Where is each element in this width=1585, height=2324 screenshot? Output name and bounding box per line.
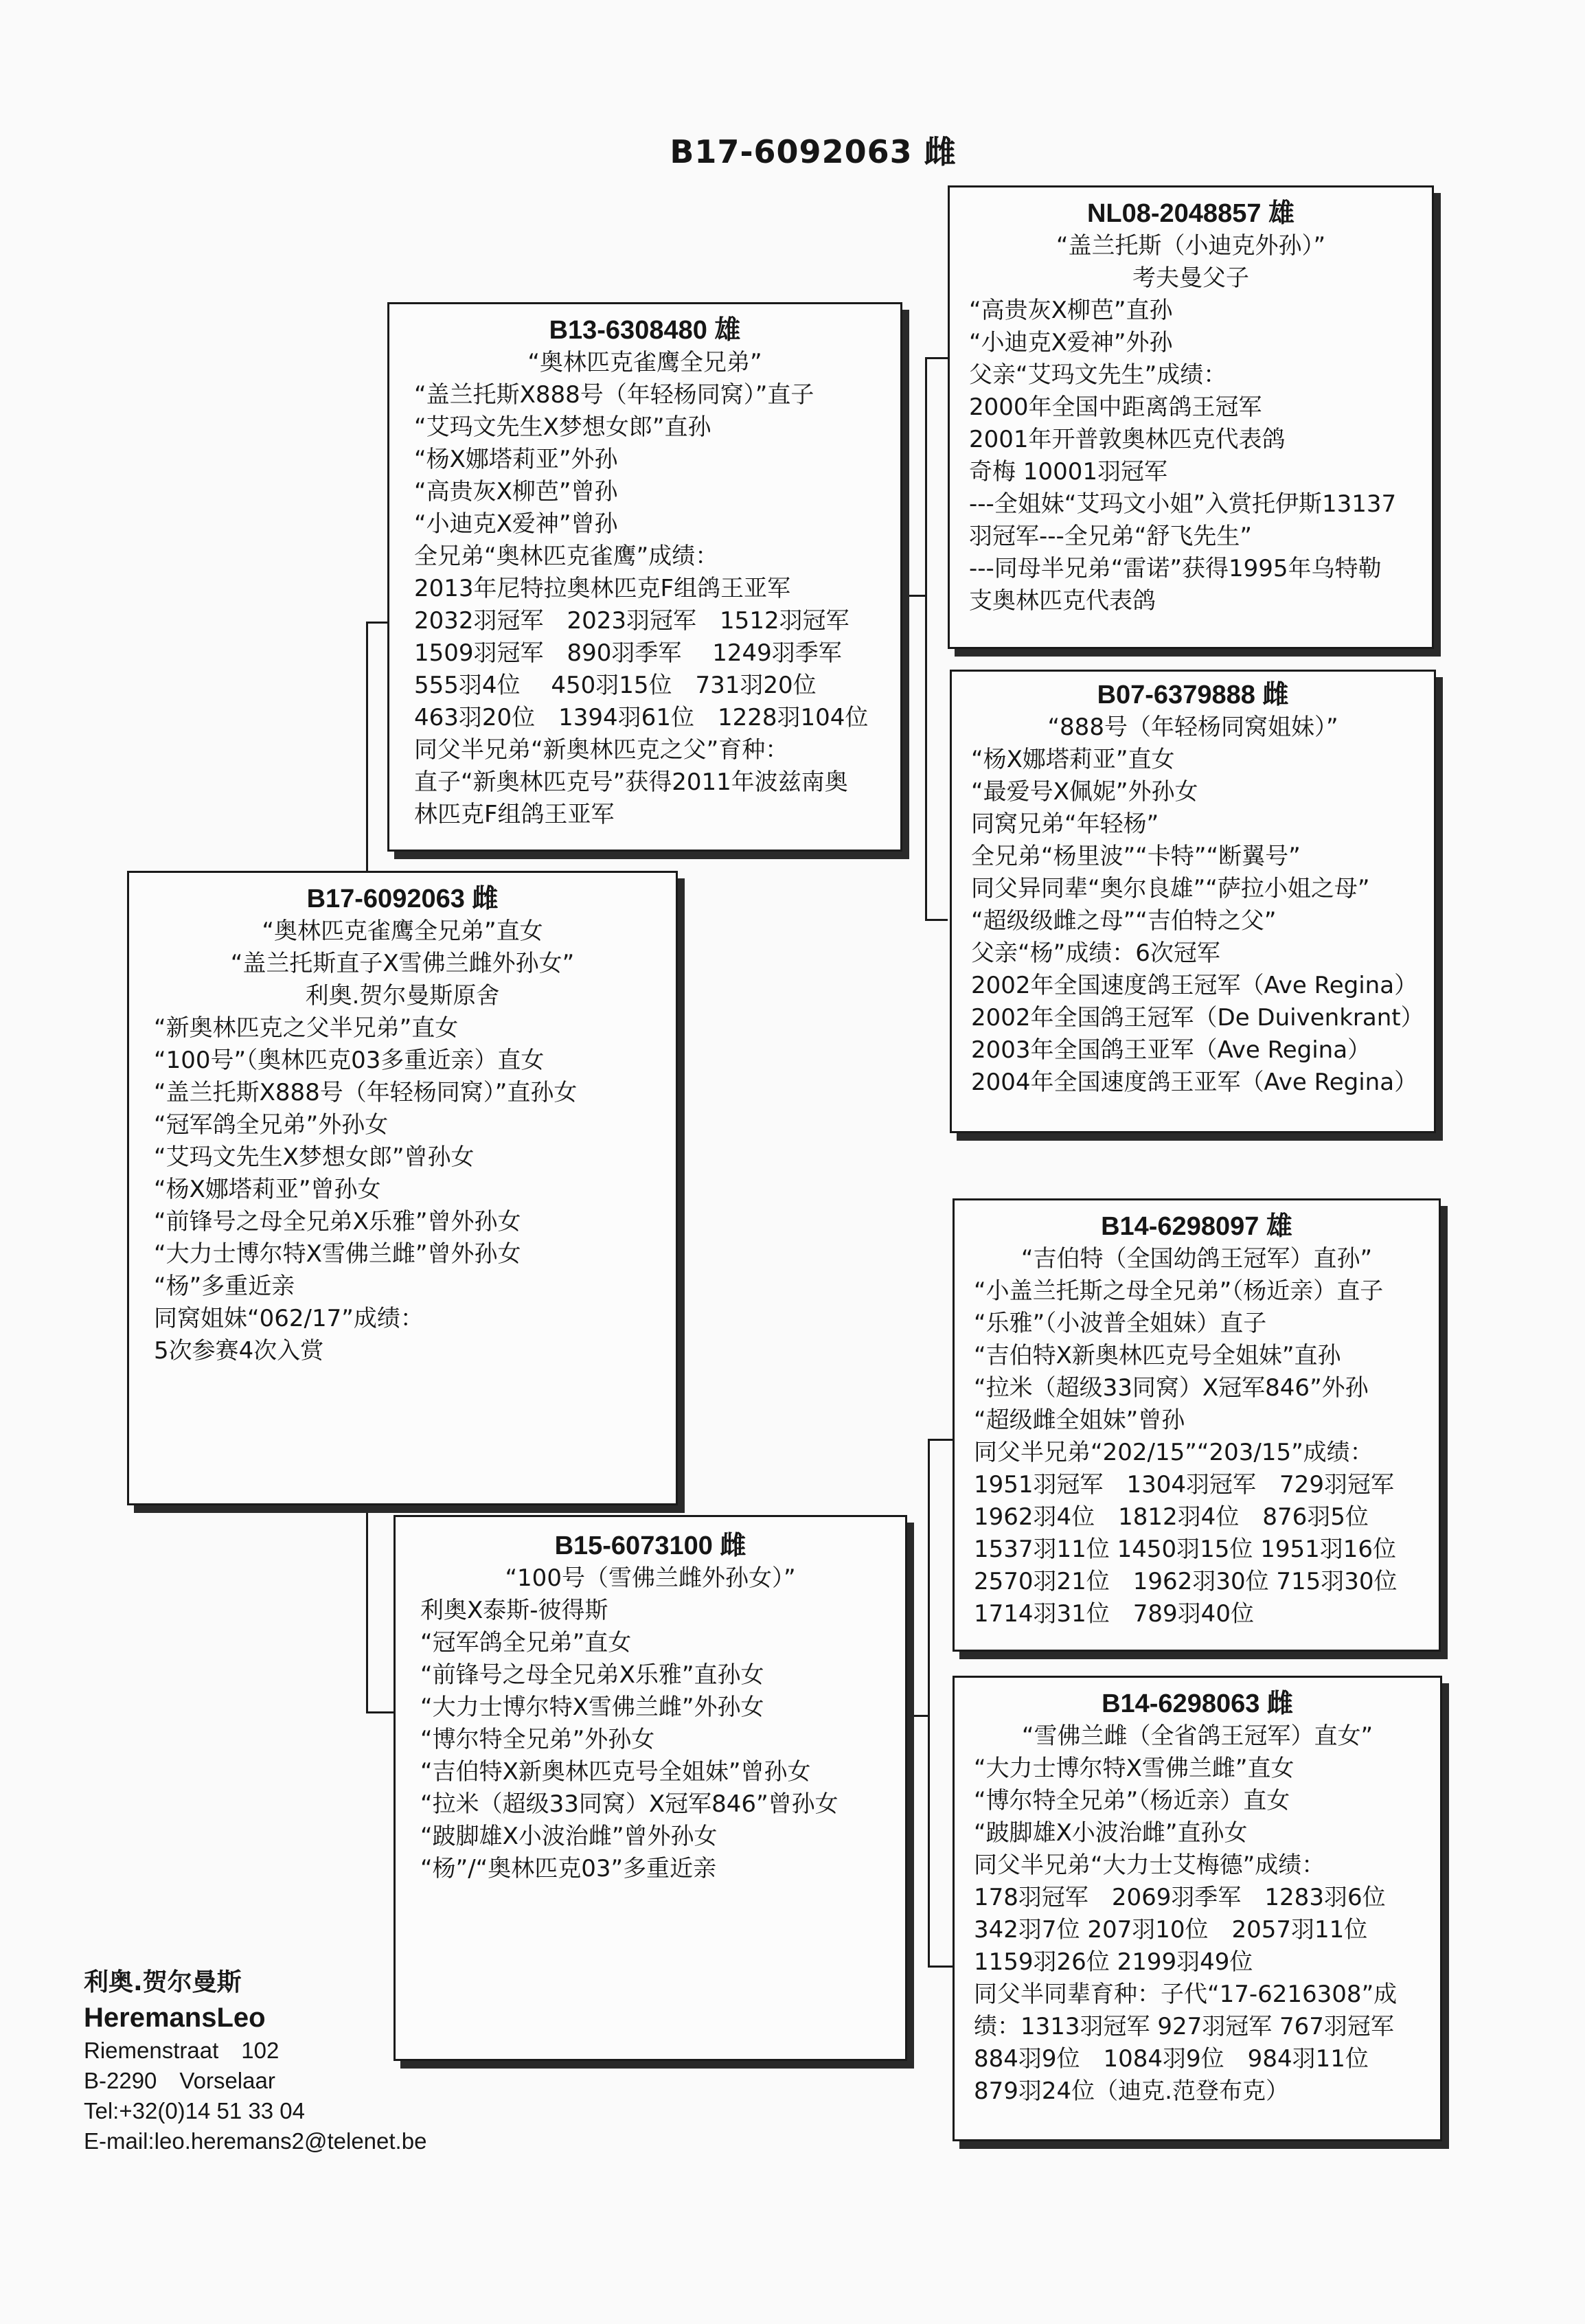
connector-to-ss <box>925 357 948 359</box>
ss-breeder: 考夫曼父子 <box>1132 264 1249 292</box>
connector-dam-stub <box>906 1715 930 1717</box>
dd-line: “大力士博尔特X雪佛兰雌”直女 <box>974 1755 1295 1782</box>
contact-block <box>84 1966 426 2156</box>
ds-nickname: “吉伯特（全国幼鸽王冠军）直孙” <box>1020 1245 1373 1273</box>
sire-line: “杨X娜塔莉亚”外孙 <box>414 446 618 473</box>
subject-breeder: 利奥.贺尔曼斯原舍 <box>305 982 500 1010</box>
ss-ring-number: NL08-2048857 雄 <box>1086 199 1295 228</box>
connector-to-sd <box>925 919 948 921</box>
subject-line: “杨”多重近亲 <box>154 1273 295 1300</box>
ds-line: 1714羽31位 789羽40位 <box>974 1600 1254 1628</box>
subject-subtitle: “盖兰托斯直子X雪佛兰雌外孙女” <box>230 950 575 977</box>
dd-line: 884羽9位 1084羽9位 984羽11位 <box>974 2045 1369 2073</box>
ss-nickname: “盖兰托斯（小迪克外孙）” <box>1056 232 1326 260</box>
ds-line: 同父半兄弟“202/15”“203/15”成绩： <box>974 1439 1373 1466</box>
sire-line: 全兄弟“奥林匹克雀鹰”成绩： <box>414 543 719 570</box>
subject-line: “新奥林匹克之父半兄弟”直女 <box>154 1014 459 1042</box>
dam-sire-box <box>953 1198 1441 1652</box>
dd-line: 178羽冠军 2069羽季军 1283羽6位 <box>974 1884 1386 1911</box>
dd-line: 1159羽26位 2199羽49位 <box>974 1948 1253 1976</box>
connector-to-sire <box>366 622 389 624</box>
sd-line: “杨X娜塔莉亚”直女 <box>971 746 1175 773</box>
sd-line: 2002年全国鸽王冠军（De Duivenkrant） <box>971 1004 1424 1032</box>
dd-line: 同父半兄弟“大力士艾梅德”成绩： <box>974 1852 1325 1879</box>
dam-line: “跛脚雄X小波治雌”曾外孙女 <box>420 1823 718 1850</box>
dd-line: “跛脚雄X小波治雌”直孙女 <box>974 1819 1248 1847</box>
address-city: B-2290 Vorselaar <box>84 2068 275 2093</box>
sire-line: “盖兰托斯X888号（年轻杨同窝）”直子 <box>414 381 814 409</box>
sd-line: “超级级雌之母”“吉伯特之父” <box>971 907 1277 935</box>
ds-line: “吉伯特X新奥林匹克号全姐妹”直孙 <box>974 1342 1341 1369</box>
page-title: B17-6092063 雌 <box>670 133 957 170</box>
sire-line: 555羽4位 450羽15位 731羽20位 <box>414 672 817 699</box>
ds-line: 1951羽冠军 1304羽冠军 729羽冠军 <box>974 1471 1394 1499</box>
sire-line: 林匹克F组鸽王亚军 <box>414 801 615 828</box>
ss-line: 父亲“艾玛文先生”成绩： <box>969 361 1227 389</box>
dam-line: “博尔特全兄弟”外孙女 <box>420 1726 655 1753</box>
subject-line: “大力士博尔特X雪佛兰雌”曾外孙女 <box>154 1240 521 1268</box>
breeder-name-en: HeremansLeo <box>84 2003 266 2033</box>
ss-line: 支奥林匹克代表鸽 <box>969 587 1156 615</box>
dam-dam-box <box>953 1676 1442 2141</box>
dam-ring-number: B15-6073100 雌 <box>554 1531 746 1560</box>
sd-line: 同窝兄弟“年轻杨” <box>971 810 1159 838</box>
connector-to-dam <box>366 1711 394 1713</box>
ds-line: “小盖兰托斯之母全兄弟”（杨近亲）直子 <box>974 1277 1384 1305</box>
subject-line: “杨X娜塔莉亚”曾孙女 <box>154 1176 381 1203</box>
dd-line: 同父半同辈育种：子代“17-6216308”成 <box>974 1981 1398 2008</box>
subject-line: “艾玛文先生X梦想女郎”曾孙女 <box>154 1143 475 1171</box>
subject-line: 5次参赛4次入赏 <box>154 1337 324 1365</box>
sire-line: 1509羽冠军 890羽季军 1249羽季军 <box>414 639 842 667</box>
ss-line: 奇梅 10001羽冠军 <box>969 458 1167 486</box>
ss-line: 2001年开普敦奥林匹克代表鸽 <box>969 426 1286 453</box>
sire-line: 直子“新奥林匹克号”获得2011年波兹南奥 <box>414 768 848 796</box>
connector-sire-stub <box>902 595 927 597</box>
ss-line: ---全姐妹“艾玛文小姐”入赏托伊斯13137 <box>969 490 1397 518</box>
sire-dam-box <box>950 670 1436 1133</box>
dd-line: “博尔特全兄弟”（杨近亲）直女 <box>974 1787 1290 1814</box>
sd-ring-number: B07-6379888 雌 <box>1097 681 1289 709</box>
sire-line: 同父半兄弟“新奥林匹克之父”育种： <box>414 736 789 764</box>
dd-nickname: “雪佛兰雌（全省鸽王冠军）直女” <box>1021 1722 1373 1750</box>
sd-line: 父亲“杨”成绩：6次冠军 <box>971 939 1220 967</box>
dam-box <box>394 1515 907 2061</box>
dam-line: “吉伯特X新奥林匹克号全姐妹”曾孙女 <box>420 1758 811 1786</box>
subject-nickname: “奥林匹克雀鹰全兄弟”直女 <box>262 918 543 945</box>
email-address: E-mail:leo.heremans2@telenet.be <box>84 2128 427 2154</box>
dam-line: 利奥X泰斯-彼得斯 <box>420 1597 608 1624</box>
ss-line: 2000年全国中距离鸽王冠军 <box>969 394 1262 421</box>
ds-line: 1537羽11位 1450羽15位 1951羽16位 <box>974 1536 1396 1563</box>
ds-line: “拉米（超级33同窝）X冠军846”外孙 <box>974 1374 1369 1402</box>
dam-line: “拉米（超级33同窝）X冠军846”曾孙女 <box>420 1790 839 1818</box>
dd-line: 342羽7位 207羽10位 2057羽11位 <box>974 1916 1368 1944</box>
sire-line: “小迪克X爱神”曾孙 <box>414 510 618 538</box>
sd-line: “最爱号X佩妮”外孙女 <box>971 778 1198 806</box>
ss-line: “小迪克X爱神”外孙 <box>969 329 1173 356</box>
sd-line: 同父异同辈“奥尔良雄”“萨拉小姐之母” <box>971 875 1370 902</box>
subject-ring-number: B17-6092063 雌 <box>306 885 499 913</box>
sire-line: 463羽20位 1394羽61位 1228羽104位 <box>414 704 869 731</box>
connector-sire-parents <box>925 357 927 920</box>
connector-dam-parents <box>928 1439 930 1968</box>
sire-box <box>387 302 902 852</box>
subject-line: 同窝姐妹“062/17”成绩： <box>154 1305 424 1332</box>
ds-line: 2570羽21位 1962羽30位 715羽30位 <box>974 1568 1398 1595</box>
connector-to-dd <box>928 1966 953 1968</box>
subject-line: “100号”（奥林匹克03多重近亲）直女 <box>154 1047 545 1074</box>
sire-line: “高贵灰X柳芭”曾孙 <box>414 478 618 505</box>
sire-ring-number: B13-6308480 雄 <box>549 316 741 345</box>
subject-line: “冠军鸽全兄弟”外孙女 <box>154 1111 389 1139</box>
address-street: Riemenstraat 102 <box>84 2038 280 2063</box>
dam-nickname: “100号（雪佛兰雌外孙女）” <box>505 1564 796 1592</box>
dam-line: “前锋号之母全兄弟X乐雅”直孙女 <box>420 1661 764 1689</box>
dd-line: 879羽24位（迪克.范登布克） <box>974 2077 1289 2105</box>
sire-sire-box <box>948 185 1434 649</box>
dam-line: “大力士博尔特X雪佛兰雌”外孙女 <box>420 1694 764 1721</box>
ds-line: “乐雅”（小波普全姐妹）直子 <box>974 1310 1267 1337</box>
dd-ring-number: B14-6298063 雌 <box>1102 1689 1293 1718</box>
ss-line: 羽冠军---全兄弟“舒飞先生” <box>969 523 1253 550</box>
subject-line: “盖兰托斯X888号（年轻杨同窝）”直孙女 <box>154 1079 578 1106</box>
sd-line: 2002年全国速度鸽王冠军（Ave Regina） <box>971 972 1418 999</box>
dam-line: “冠军鸽全兄弟”直女 <box>420 1629 632 1656</box>
dd-line: 绩：1313羽冠军 927羽冠军 767羽冠军 <box>974 2013 1394 2040</box>
subject-box <box>127 871 678 1505</box>
phone-number: Tel:+32(0)14 51 33 04 <box>84 2098 305 2123</box>
ss-line: “高贵灰X柳芭”直孙 <box>969 297 1173 324</box>
subject-line: “前锋号之母全兄弟X乐雅”曾外孙女 <box>154 1208 521 1235</box>
breeder-name-cn: 利奥.贺尔曼斯 <box>84 1968 242 1996</box>
connector-to-ds <box>928 1439 953 1441</box>
ds-ring-number: B14-6298097 雄 <box>1101 1212 1292 1241</box>
sire-line: 2032羽冠军 2023羽冠军 1512羽冠军 <box>414 607 849 635</box>
sd-line: 2004年全国速度鸽王亚军（Ave Regina） <box>971 1069 1418 1096</box>
dam-line: “杨”/“奥林匹克03”多重近亲 <box>420 1855 717 1882</box>
ss-line: ---同母半兄弟“雷诺”获得1995年乌特勒 <box>969 555 1382 582</box>
sire-nickname: “奥林匹克雀鹰全兄弟” <box>527 349 762 376</box>
sire-line: 2013年尼特拉奥林匹克F组鸽王亚军 <box>414 575 791 602</box>
sd-line: 2003年全国鸽王亚军（Ave Regina） <box>971 1036 1371 1064</box>
ds-line: 1962羽4位 1812羽4位 876羽5位 <box>974 1503 1369 1531</box>
ds-line: “超级雌全姐妹”曾孙 <box>974 1406 1185 1434</box>
sd-nickname: “888号（年轻杨同窝姐妹）” <box>1047 714 1338 741</box>
sd-line: 全兄弟“杨里波”“卡特”“断翼号” <box>971 843 1301 870</box>
sire-line: “艾玛文先生X梦想女郎”直孙 <box>414 413 711 441</box>
